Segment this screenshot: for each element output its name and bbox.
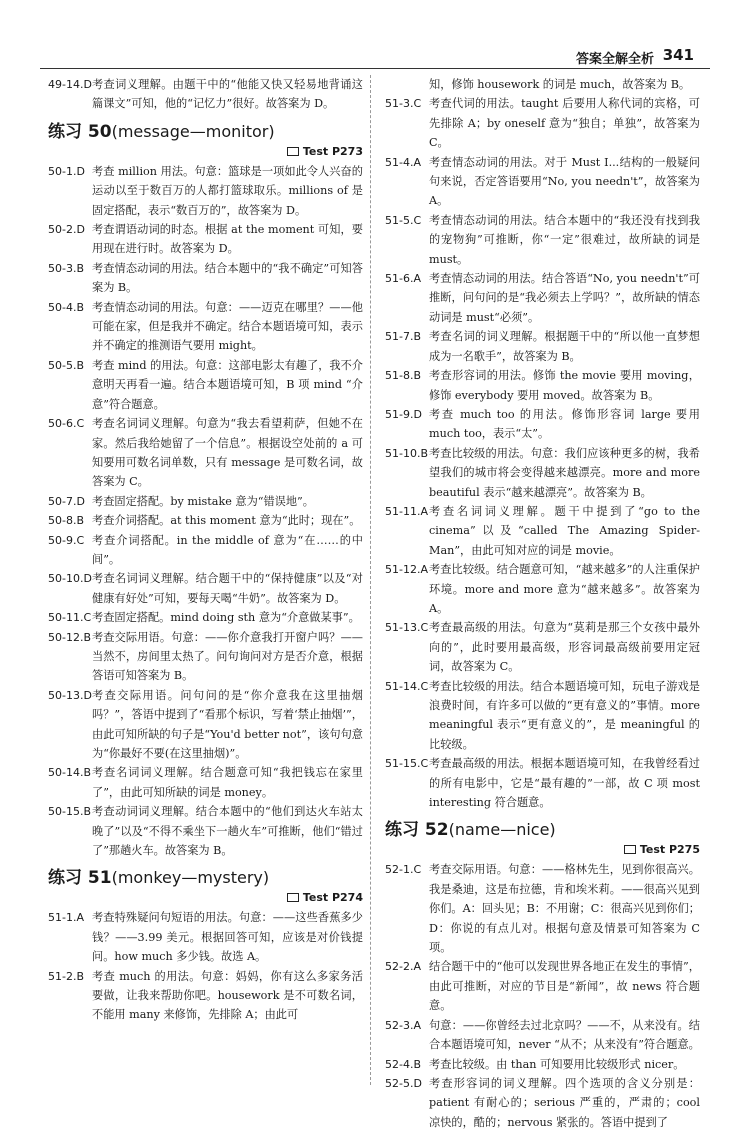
answer-number: 51-7.B [385,330,422,344]
answer-number: 51-3.C [385,97,422,111]
answer-entry [48,608,363,627]
answer-text: 考查最高级的用法。根据本题语境可知，在我曾经看过的所有电影中，它是“最有趣的”一部，故 C 项 most interesting 符合题意。 [429,757,700,810]
answer-number: 51-6.A [385,272,421,286]
answer-number: 51-2.B [48,969,85,983]
answer-text: 考查 million 用法。句意：篮球是一项如此令人兴奋的运动以至于数百万的人都打篮球取乐。millions of 是固定搭配，表示“数百万的”，故答案为 D。 [92,164,363,217]
answer-number: 50-6.C [48,417,85,431]
section-range: (message—monitor) [111,121,275,141]
answer-entry [385,153,700,211]
answer-entry [385,957,700,1015]
answer-entry [385,860,700,957]
answer-text: 考查情态动词的用法。结合本题中的“我不确定”可知答案为 B。 [92,261,363,295]
answer-text: 考查代词的用法。taught 后要用人称代词的宾格，可先排除 A；by oneself 意为“独自；单独”，故答案为 C。 [429,97,700,150]
answer-number: 51-9.D [385,407,422,421]
answer-number: 51-11.A [385,504,428,518]
answer-entry [48,686,363,764]
column-divider [370,75,371,1085]
answer-list [385,860,700,1132]
answer-text: 考查固定搭配。by mistake 意为“错误地”。 [92,494,314,508]
answer-entry [385,502,700,560]
answer-number: 50-2.D [48,223,85,237]
answer-number: 52-1.C [385,863,422,877]
answer-entry [385,618,700,676]
answer-text: 考查交际用语。问句问的是“你介意我在这里抽烟吗？”，答语中提到了“看那个标识，写着‘禁止抽烟’”，由此可知所缺的句子是“You'd better not”，该句句意为“你最好不要(在这里抽烟)”。 [92,688,363,760]
answer-entry [385,1055,700,1074]
answer-list [48,162,363,861]
answer-text: 考查情态动词的用法。对于 Must I...结构的一般疑问句来说，否定答语要用“No, you needn't”，故答案为 A。 [429,155,700,208]
answer-number: 52-2.A [385,960,421,974]
answer-text: 考查固定搭配。mind doing sth 意为“介意做某事”。 [92,611,360,625]
test-book-icon [287,147,299,156]
answer-number: 50-12.B [48,630,92,644]
answer-entry [385,754,700,812]
continued-text: 知，修饰 housework 的词是 much，故答案为 B。 [429,78,691,91]
answer-number: 52-3.A [385,1018,421,1032]
answer-entry [48,75,363,114]
answer-text: 考查交际用语。句意：——格林先生，见到你很高兴。我是桑迪，这是布拉德，肯和埃米莉。——很高兴见到你们。A：回头见；B：不用谢；C：很高兴见到你们；D：你说的有点儿对。根据句意及情景可知答案为 C 项。 [429,863,700,955]
answer-number: 51-4.A [385,155,421,169]
answer-text: 考查特殊疑问句短语的用法。句意：——这些香蕉多少钱？——3.99 美元。根据回答可知，应该是对价钱提问。how much 多少钱。故选 A。 [92,911,363,964]
answer-number: 52-4.B [385,1057,422,1071]
answer-text: 考查谓语动词的时态。根据 at the moment 可知，要用现在进行时。故答案为 D。 [92,223,363,256]
answer-entry [48,569,363,608]
answer-entry [385,366,700,405]
answer-text: 考查比较级的用法。句意：我们应该种更多的树，我希望我们的城市将会变得越来越漂亮。more and more beautiful 表示“越来越漂亮”。故答案为 B。 [429,446,700,499]
left-column [48,75,363,1025]
answer-entry [48,628,363,686]
answer-entry [48,967,363,1025]
answer-text: 考查动词词义理解。结合本题中的“他们到达火车站太晚了”以及“不得不乘坐下一趟火车”可推断，他们“错过了”那趟火车。故答案为 B。 [92,805,363,858]
section-50 [48,120,363,160]
section-title: 练习 52(name—nice) [385,820,556,841]
answer-text: 考查词义理解。由题干中的“他能又快又轻易地背诵这篇课文”可知，他的“记忆力”很好。故答案为 D。 [92,78,363,111]
answer-entry [385,444,700,502]
answer-entry [48,259,363,298]
section-title: 练习 50(message—monitor) [48,121,275,142]
answer-text: 考查形容词的用法。修饰 the movie 要用 moving，修饰 everybody 要用 moved。故答案为 B。 [429,369,700,402]
header-rule [40,68,710,69]
answer-entry [385,1016,700,1055]
answer-entry [385,405,700,444]
answer-number: 50-5.B [48,358,85,372]
answer-number: 50-15.B [48,805,92,819]
answer-list [385,94,700,812]
answer-entry [385,327,700,366]
answer-entry [385,94,700,152]
answer-number: 50-9.C [48,533,85,547]
answer-text: 考查名词词义理解。结合题意可知“我把钱忘在家里了”，由此可知所缺的词是 money。 [92,766,363,799]
answer-text: 考查形容词的词义理解。四个选项的含义分别是：patient 有耐心的；serious 严重的，严肃的；cool 凉快的，酷的；nervous 紧张的。答语中提到了 [429,1076,700,1129]
section-title: 练习 51(monkey—mystery) [48,868,270,889]
answer-entry [48,414,363,492]
answer-entry [48,356,363,414]
answer-number: 50-1.D [48,164,85,178]
answer-number: 51-15.C [385,757,429,771]
answer-entry [385,211,700,269]
answer-number: 50-8.B [48,514,85,528]
answer-entry [48,220,363,259]
answer-text: 考查介词搭配。in the middle of 意为“在……的中间”。 [92,533,363,566]
answer-text: 考查最高级的用法。句意为“莫莉是那三个女孩中最外向的”，此时要用最高级，形容词最高级前要用定冠词，故答案为 C。 [429,621,700,674]
answer-text: 考查名词词义理解。句意为“我去看望莉萨，但她不在家。然后我给她留了一个信息”。根据设空处前的 a 可知要用可数名词单数，只有 message 是可数名词，故答案为 C。 [92,417,363,489]
answer-entry [385,560,700,618]
answer-number: 50-11.C [48,611,92,625]
answer-number: 51-12.A [385,563,428,577]
answer-number: 51-10.B [385,446,429,460]
answer-text: 考查 mind 的用法。句意：这部电影太有趣了，我不介意明天再看一遍。结合本题语境可知，B 项 mind “介意”符合题意。 [92,358,363,411]
answer-entry [48,511,363,530]
answer-text: 考查交际用语。句意：——你介意我打开窗户吗？——当然不，房间里太热了。问句询问对方是否介意，根据答语可知答案为 B。 [92,630,363,683]
answer-number: 51-8.B [385,369,422,383]
answer-entry [385,269,700,327]
test-ref: Test P274 [48,890,363,906]
section-range: (monkey—mystery) [111,868,270,888]
header-title: 答案全解全析 [575,52,654,67]
test-book-icon [624,845,636,854]
answer-number: 51-13.C [385,621,429,635]
answer-text: 考查情态动词的用法。结合答语“No, you needn't”可推断，问句问的是“我必须去上学吗？”，故所缺的情态动词是 must“必须”。 [429,272,700,324]
answer-number: 52-5.D [385,1076,422,1090]
answer-text: 句意：——你曾经去过北京吗？——不，从来没有。结合本题语境可知，never “从不；从来没有”符合题意。 [429,1018,700,1052]
answer-entry [385,677,700,755]
answer-list [48,908,363,1024]
answer-number: 51-14.C [385,679,429,693]
answer-number: 51-5.C [385,213,422,227]
answer-text: 考查情态动词的用法。句意：——迈克在哪里？——他可能在家，但是我并不确定。结合本题语境可知，表示并不确定的推测语气要用 might。 [92,300,363,353]
section-range: (name—nice) [448,820,556,840]
answer-text: 考查名词词义理解。题干中提到了“go to the cinema”以及“called The Amazing Spider-Man”，由此可知对应的词是 movie。 [429,504,700,557]
answer-entry [48,802,363,860]
answer-number: 50-4.B [48,300,85,314]
page-header [0,0,750,70]
answer-entry [48,531,363,570]
section-51 [48,866,363,906]
answer-number: 51-1.A [48,911,84,925]
section-52 [385,818,700,858]
answer-text: 考查介词搭配。at this moment 意为“此时；现在”。 [92,514,361,528]
answer-text: 考查名词词义理解。结合题干中的“保持健康”以及“对健康有好处”可知，要每天喝“牛奶”。故答案为 D。 [92,572,363,605]
answer-text: 考查 much too 的用法。修饰形容词 large 要用 much too，表示“太”。 [429,407,700,441]
answer-text: 考查比较级。由 than 可知要用比较级形式 nicer。 [429,1057,685,1071]
test-book-icon [287,893,299,902]
answer-entry [48,492,363,511]
answer-text: 考查情态动词的用法。结合本题中的“我还没有找到我的宠物狗”可推断，你“一定”很难过，故所缺的词是 must。 [429,213,700,266]
answer-entry [48,763,363,802]
answer-text: 考查名词的词义理解。根据题干中的“所以他一直梦想成为一名歌手”，故答案为 B。 [429,330,700,363]
answer-entry [48,298,363,356]
answer-text: 考查 much 的用法。句意：妈妈，你有这么多家务活要做，让我来帮助你吧。housework 是不可数名词，不能用 many 来修饰，先排除 A；由此可 [92,969,363,1022]
answer-number: 49-14.D [48,78,92,91]
answer-number: 50-14.B [48,766,92,780]
answer-text: 考查比较级的用法。结合本题语境可知，玩电子游戏是浪费时间，有许多可以做的“更有意义的”事情。more meaningful 表示“更有意义的”，是 meaningful 的比较级。 [429,679,700,751]
right-column [385,75,700,1132]
answer-entry [48,908,363,966]
answer-number: 50-3.B [48,261,85,275]
test-ref: Test P273 [48,144,363,160]
answer-number: 50-10.D [48,572,92,586]
answer-entry [385,1074,700,1132]
answer-entry [48,162,363,220]
test-ref: Test P275 [385,842,700,858]
answer-text: 结合题干中的“他可以发现世界各地正在发生的事情”，由此可推断，对应的节目是“新闻”，故 news 符合题意。 [429,960,700,1013]
answer-text: 考查比较级。结合题意可知，“越来越多”的人注重保护环境。more and more 意为“越来越多”。故答案为 A。 [429,563,700,615]
answer-number: 50-7.D [48,494,85,508]
page-number: 341 [662,46,694,64]
answer-number: 50-13.D [48,688,92,702]
